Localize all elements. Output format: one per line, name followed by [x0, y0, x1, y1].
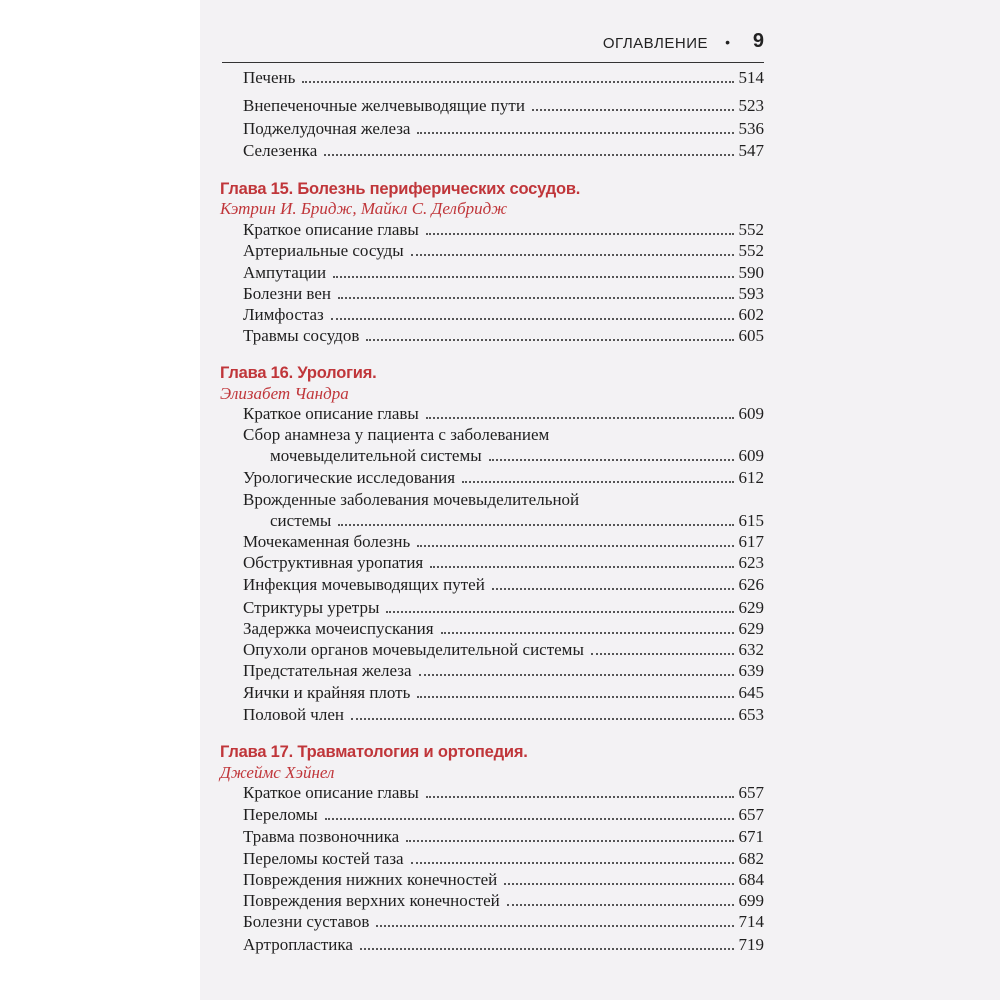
- toc-entry-page: 552: [738, 220, 764, 239]
- toc-entry: [243, 403, 764, 425]
- toc-entry-title: Обструктивная уропатия: [243, 553, 424, 572]
- toc-entry: [243, 934, 764, 956]
- toc-entry-page: 602: [738, 305, 764, 324]
- toc-entry-page: 605: [738, 326, 764, 345]
- toc-entry-page: 615: [738, 511, 764, 530]
- header-bullet: •: [725, 34, 730, 50]
- toc-entry-title: Краткое описание главы: [243, 220, 419, 239]
- toc-entry: [243, 574, 764, 596]
- toc-entry-page: 645: [738, 683, 764, 702]
- toc-entry-title: Болезни суставов: [243, 912, 370, 931]
- toc-entry-title: Селезенка: [243, 141, 318, 160]
- toc-entry-title: Сбор анамнеза у пациента с заболеванием: [243, 425, 550, 444]
- running-header: [220, 30, 764, 56]
- toc-entry: [243, 660, 764, 682]
- toc-entry-page: 623: [738, 553, 764, 572]
- toc-entry-page: 626: [738, 575, 764, 594]
- header-title: ОГЛАВЛЕНИЕ: [602, 35, 708, 52]
- toc-entry-title: Печень: [243, 68, 296, 87]
- toc-entry: [243, 67, 764, 89]
- toc-entry-title: Переломы: [243, 805, 318, 824]
- toc-entry-title-continued: мочевыделительной системы: [270, 446, 482, 465]
- chapter-16-title: Глава 16. Урология.: [220, 364, 377, 382]
- toc-entry-title-continued: системы: [270, 511, 332, 530]
- toc-entry: [243, 95, 764, 117]
- toc-entry: [243, 531, 764, 553]
- toc-entry-page: 657: [738, 783, 764, 802]
- toc-entry-page: 657: [738, 805, 764, 824]
- toc-entry-title: Артропластика: [243, 935, 353, 954]
- toc-entry: [243, 325, 764, 347]
- toc-entry-page: 547: [738, 141, 764, 160]
- toc-entry-title: Травмы сосудов: [243, 326, 360, 345]
- toc-entry-title: Опухоли органов мочевыделительной системы: [243, 640, 584, 659]
- toc-entry-title: Повреждения верхних конечностей: [243, 891, 500, 910]
- toc-entry-page: 629: [738, 598, 764, 617]
- toc-entry-page: 593: [738, 284, 764, 303]
- toc-entry-title: Поджелудочная железа: [243, 119, 411, 138]
- toc-entry-page: 612: [738, 468, 764, 487]
- toc-entry: [243, 283, 764, 305]
- toc-entry-title: Инфекция мочевыводящих путей: [243, 575, 485, 594]
- toc-entry-page: 552: [738, 241, 764, 260]
- toc-entry-title: Урологические исследования: [243, 468, 456, 487]
- toc-entry: [243, 304, 764, 326]
- chapter-15-authors: Кэтрин И. Бридж, Майкл С. Делбридж: [220, 199, 508, 218]
- toc-entry-title: Лимфостаз: [243, 305, 324, 324]
- toc-entry: [243, 682, 764, 704]
- toc-entry: [243, 118, 764, 140]
- toc-entry-title: Переломы костей таза: [243, 849, 404, 868]
- toc-entry-page: 536: [738, 119, 764, 138]
- toc-entry-title: Артериальные сосуды: [243, 241, 404, 260]
- toc-entry-title: Предстательная железа: [243, 661, 412, 680]
- toc-entry: [243, 826, 764, 848]
- toc-entry: [243, 552, 764, 574]
- chapter-17-authors: Джеймс Хэйнел: [220, 763, 335, 782]
- toc-entry: [243, 467, 764, 489]
- toc-entry: [243, 618, 764, 640]
- page-number: 9: [752, 30, 764, 52]
- toc-entry: [243, 219, 764, 241]
- toc-entry: [243, 597, 764, 619]
- toc-entry: [243, 262, 764, 284]
- toc-entry-page: 719: [738, 935, 764, 954]
- header-rule: [222, 62, 764, 63]
- toc-entry-title: Врожденные заболевания мочевыделительной: [243, 490, 580, 509]
- toc-entry-page: 617: [738, 532, 764, 551]
- toc-entry: [243, 804, 764, 826]
- toc-entry-title: Травма позвоночника: [243, 827, 400, 846]
- toc-entry-title: Краткое описание главы: [243, 404, 419, 423]
- toc-entry: [243, 911, 764, 933]
- toc-entry-title: Яички и крайняя плоть: [243, 683, 411, 702]
- toc-entry-title: Болезни вен: [243, 284, 332, 303]
- chapter-16-authors: Элизабет Чандра: [220, 384, 349, 403]
- toc-entry-page: 671: [738, 827, 764, 846]
- toc-entry: [243, 240, 764, 262]
- toc-entry-page: 714: [738, 912, 764, 931]
- toc-entry: [243, 782, 764, 804]
- toc-entry-page: 629: [738, 619, 764, 638]
- toc-entry: [243, 704, 764, 726]
- toc-entry-page: 590: [738, 263, 764, 282]
- toc-entry-title: Повреждения нижних конечностей: [243, 870, 498, 889]
- toc-entry: [243, 639, 764, 661]
- toc-entry: [243, 890, 764, 912]
- toc-entry-title: Половой член: [243, 705, 344, 724]
- toc-entry-page: 609: [738, 446, 764, 465]
- toc-entry-page: 639: [738, 661, 764, 680]
- toc-entry: [270, 510, 764, 532]
- toc-entry: [270, 445, 764, 467]
- toc-entry-page: 699: [738, 891, 764, 910]
- chapter-15-title: Глава 15. Болезнь периферических сосудов.: [220, 180, 581, 198]
- toc-entry-title: Стриктуры уретры: [243, 598, 380, 617]
- toc-entry-title: Ампутации: [243, 263, 327, 282]
- toc-entry-page: 653: [738, 705, 764, 724]
- chapter-17-title: Глава 17. Травматология и ортопедия.: [220, 743, 528, 761]
- toc-entry-page: 609: [738, 404, 764, 423]
- toc-entry: [243, 140, 764, 162]
- toc-entry-page: 523: [738, 96, 764, 115]
- toc-entry-page: 682: [738, 849, 764, 868]
- toc-entry-page: 632: [738, 640, 764, 659]
- toc-entry-page: 514: [738, 68, 764, 87]
- toc-entry-title: Внепеченочные желчевыводящие пути: [243, 96, 525, 115]
- toc-entry-title: Задержка мочеиспускания: [243, 619, 434, 638]
- toc-entry: [243, 869, 764, 891]
- toc-entry-title: Мочекаменная болезнь: [243, 532, 411, 551]
- toc-entry-page: 684: [738, 870, 764, 889]
- toc-entry: [243, 848, 764, 870]
- toc-entry-title: Краткое описание главы: [243, 783, 419, 802]
